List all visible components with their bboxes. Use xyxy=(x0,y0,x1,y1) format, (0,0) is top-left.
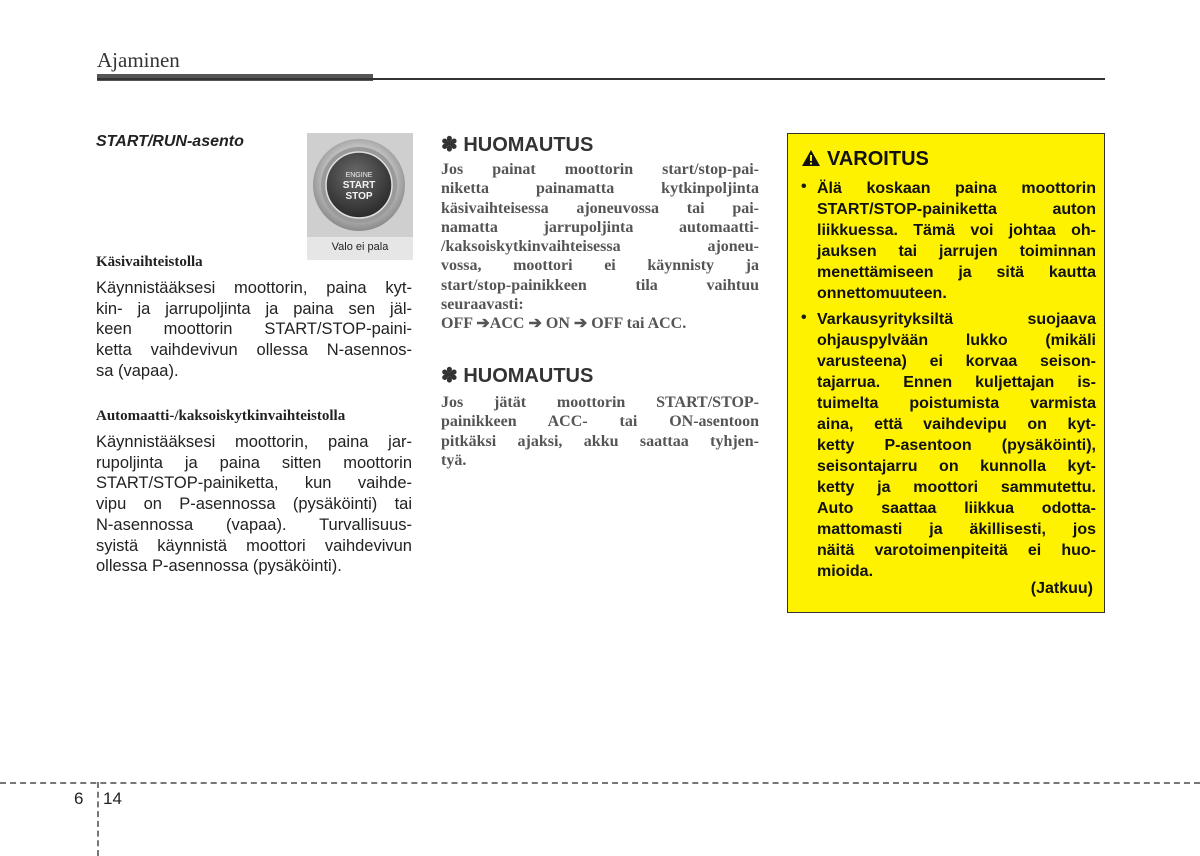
warning-item xyxy=(801,178,1096,304)
text-line: Käynnistääksesi moottorin, paina kyt- xyxy=(96,279,412,297)
automatic-transmission-text xyxy=(96,432,412,577)
text-line: ketty P-asentoon (pysäköinti), xyxy=(817,437,1096,454)
text-line: Älä koskaan paina moottorin xyxy=(817,180,1096,197)
text-line: varusteena) ei korvaa seison- xyxy=(817,353,1096,370)
asterisk-icon: ✽ xyxy=(441,365,458,387)
text-line: tuimelta poistumista varmista xyxy=(817,395,1096,412)
manual-transmission-text xyxy=(96,278,412,382)
text-line: mattomasti ja äkillisesti, jos xyxy=(817,521,1096,538)
footer-vertical-divider xyxy=(97,782,99,856)
text-line: N-asennossa (vapaa). Turvallisuus- xyxy=(96,515,412,534)
button-label-engine: ENGINE xyxy=(345,172,373,179)
text-line: liikkuessa. Tämä voi johtaa oh- xyxy=(817,222,1096,239)
warning-triangle-icon xyxy=(801,149,821,173)
continues-label: (Jatkuu) xyxy=(1030,580,1093,597)
text-line: onnettomuuteen. xyxy=(817,285,947,302)
start-stop-button-figure xyxy=(307,133,413,260)
text-line: ketta vaihdevivun ollessa N-asennos- xyxy=(96,341,412,360)
text-line: vossa, moottori ei käynnisty ja xyxy=(441,257,759,275)
text-line: Auto saattaa liikkua odotta- xyxy=(817,500,1096,517)
text-line: rupoljinta ja paina sitten moottorin xyxy=(96,453,412,472)
text-line: käsivaihteisessa ajoneuvossa tai pai- xyxy=(441,199,759,217)
warning-box xyxy=(787,133,1105,613)
text-line: pitkäksi ajaksi, akku saattaa tyhjen- xyxy=(441,432,759,450)
warning-item xyxy=(801,309,1096,582)
bullet: • xyxy=(801,309,807,326)
warning-title xyxy=(801,148,929,173)
text-line: Varkausyrityksiltä suojaava xyxy=(817,311,1096,328)
text-line: seisontajarru on kunnolla kyt- xyxy=(817,458,1096,475)
page-number: 14 xyxy=(103,789,122,808)
text-line: syistä käynnistä moottori vaihdevivun xyxy=(96,536,412,555)
section-title: START/RUN-asento xyxy=(96,133,244,150)
header-rule xyxy=(97,78,1105,80)
text-line: mioida. xyxy=(817,563,874,580)
warning-list xyxy=(801,178,1096,582)
text-line: Käynnistääksesi moottorin, paina jar- xyxy=(96,433,412,451)
text-line: keen moottorin START/STOP-paini- xyxy=(96,320,412,339)
running-header: Ajaminen xyxy=(97,48,180,72)
bullet: • xyxy=(801,178,807,195)
note-heading xyxy=(441,132,593,157)
text-line: aina, että vaihdevipu on kyt- xyxy=(817,416,1096,433)
text-line: Jos jätät moottorin START/STOP- xyxy=(441,394,759,411)
text-line: painikkeen ACC- tai ON-asentoon xyxy=(441,413,759,431)
button-label-stop: STOP xyxy=(345,191,373,202)
note-text xyxy=(441,160,759,334)
state-sequence: OFF ➔ACC ➔ ON ➔ OFF tai ACC. xyxy=(441,315,687,333)
text-line: START/STOP-painiketta auton xyxy=(817,201,1096,218)
text-line: niketta painamatta kytkinpoljinta xyxy=(441,180,759,198)
button-label-start: START xyxy=(342,180,376,191)
text-line: start/stop-painikkeen tila vaihtuu xyxy=(441,276,759,294)
note-heading-label: HUOMAUTUS xyxy=(463,365,594,387)
text-line: ollessa P-asennossa (pysäköinti). xyxy=(96,557,342,576)
text-line: Jos painat moottorin start/stop-pai- xyxy=(441,161,759,178)
text-line: ohjauspylvään lukko (mikäli xyxy=(817,332,1096,349)
automatic-transmission-heading: Automaatti-/kaksoiskytkinvaihteistolla xyxy=(96,408,346,424)
text-line: START/STOP-painiketta, kun vaihde- xyxy=(96,474,412,493)
chapter-number: 6 xyxy=(74,789,84,808)
figure-caption: Valo ei pala xyxy=(331,241,389,253)
text-line: ketty ja moottori sammutettu. xyxy=(817,479,1096,496)
text-line: näitä varotoimenpiteitä ei huo- xyxy=(817,542,1096,559)
asterisk-icon: ✽ xyxy=(441,134,458,156)
text-line: kin- ja jarrupoljinta ja paina sen jäl- xyxy=(96,299,412,318)
start-stop-button-image xyxy=(307,133,413,237)
text-line: /kaksoiskytkinvaihteisessa ajoneu- xyxy=(441,238,759,256)
note-heading-label: HUOMAUTUS xyxy=(463,134,594,156)
text-line: tyä. xyxy=(441,451,467,469)
text-line: menettämiseen ja sitä kautta xyxy=(817,264,1096,281)
text-line: vipu on P-asennossa (pysäköinti) tai xyxy=(96,495,412,514)
manual-transmission-heading: Käsivaihteistolla xyxy=(96,254,203,270)
text-line: sa (vapaa). xyxy=(96,361,179,380)
note-text xyxy=(441,393,759,470)
text-line: seuraavasti: xyxy=(441,296,524,314)
warning-title-label: VAROITUS xyxy=(827,148,929,170)
footer-divider xyxy=(0,782,1200,784)
text-line: tajarrua. Ennen kuljettajan is- xyxy=(817,374,1096,391)
note-heading xyxy=(441,363,593,388)
text-line: namatta jarrupoljinta automaatti- xyxy=(441,218,759,236)
text-line: jauksen tai jarrujen toiminnan xyxy=(817,243,1096,260)
